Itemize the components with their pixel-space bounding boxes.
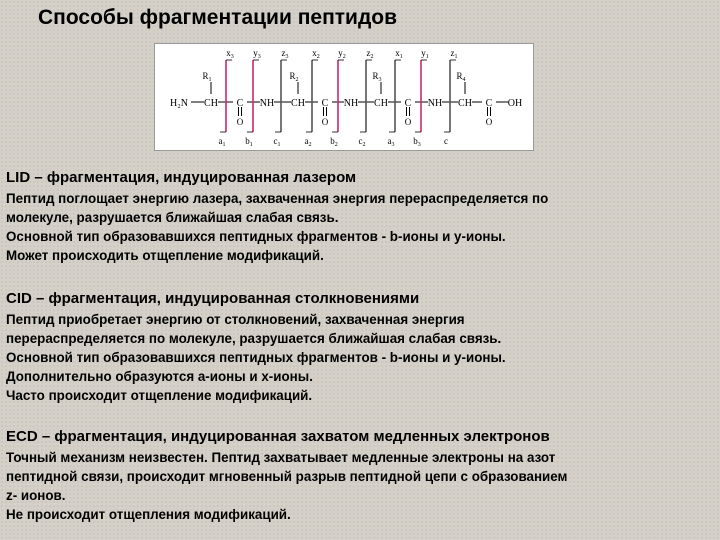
top-fragment-label: $x_1$: [395, 48, 403, 60]
section-line: Может происходить отщепление модификаций.: [6, 248, 324, 263]
alpha-carbon-label: CH: [458, 98, 472, 109]
section-line: Не происходит отщепления модификаций.: [6, 507, 291, 522]
section-lid: [6, 169, 706, 265]
section-heading: LID – фрагментация, индуцированная лазером: [6, 169, 357, 186]
peptide-fragmentation-diagram: [155, 44, 533, 150]
carbonyl-oxygen-label: O: [321, 117, 329, 127]
amide-nh-label: NH: [259, 98, 275, 109]
section-line: Часто происходит отщепление модификаций.: [6, 388, 313, 403]
alpha-carbon-label: CH: [204, 98, 218, 109]
section-line: Дополнительно образуются a-ионы и x-ионы.: [6, 369, 313, 384]
section-line: молекуле, разрушается ближайшая слабая связь.: [6, 210, 339, 225]
top-fragment-label: $y_3$: [253, 48, 261, 60]
side-chain-label: $R_1$: [202, 71, 212, 83]
alpha-carbon-label: CH: [291, 98, 305, 109]
c-terminus-oh-label: OH: [507, 98, 523, 109]
top-fragment-label: $x_3$: [226, 48, 234, 60]
section-line: Основной тип образовавшихся пептидных фрагментов - b-ионы и y-ионы.: [6, 229, 506, 244]
page-title: Способы фрагментации пептидов: [38, 6, 398, 29]
amide-nh-label: NH: [427, 98, 443, 109]
section-line: пептидной связи, происходит мгновенный разрыв пептидной цепи с образованием: [6, 469, 568, 484]
carbonyl-oxygen-label: O: [485, 117, 493, 127]
section-line: Точный механизм неизвестен. Пептид захватывает медленные электроны на азот: [6, 450, 556, 465]
carbonyl-carbon-label: C: [404, 98, 412, 109]
carbonyl-carbon-label: C: [236, 98, 244, 109]
carbonyl-carbon-label: C: [485, 98, 493, 109]
side-chain-label: $R_4$: [456, 71, 466, 83]
bottom-fragment-label: $c_1$: [273, 136, 281, 148]
section-cid: [6, 290, 706, 405]
carbonyl-carbon-label: C: [321, 98, 329, 109]
n-terminus-label: H₂N: [170, 98, 188, 109]
top-fragment-label: $y_1$: [421, 48, 429, 60]
section-line: Пептид приобретает энергию от столкновений, захваченная энергия: [6, 312, 465, 327]
alpha-carbon-label: CH: [374, 98, 388, 109]
bottom-fragment-label: c: [444, 136, 448, 146]
carbonyl-oxygen-label: O: [236, 117, 244, 127]
top-fragment-label: $z_3$: [281, 48, 289, 60]
top-fragment-label: $y_2$: [338, 48, 346, 60]
amide-nh-label: NH: [343, 98, 359, 109]
peptide-fragmentation-figure: [154, 43, 534, 151]
bottom-fragment-label: $c_2$: [358, 136, 366, 148]
section-line: перераспределяется по молекуле, разрушается ближайшая слабая связь.: [6, 331, 502, 346]
bottom-fragment-label: $a_3$: [387, 136, 395, 148]
carbonyl-oxygen-label: O: [404, 117, 412, 127]
top-fragment-label: $x_2$: [312, 48, 320, 60]
bottom-fragment-label: $b_2$: [330, 136, 338, 148]
section-line: Пептид поглощает энергию лазера, захваченная энергия перераспределяется по: [6, 191, 549, 206]
side-chain-label: $R_3$: [372, 71, 382, 83]
section-heading: CID – фрагментация, индуцированная столкновениями: [6, 290, 420, 307]
bottom-fragment-label: $b_3$: [413, 136, 421, 148]
section-ecd: [6, 428, 706, 524]
section-line: Основной тип образовавшихся пептидных фрагментов - b-ионы и y-ионы.: [6, 350, 506, 365]
top-fragment-label: $z_1$: [450, 48, 458, 60]
bottom-fragment-label: $b_1$: [245, 136, 253, 148]
side-chain-label: $R_2$: [289, 71, 299, 83]
bottom-fragment-label: $a_1$: [218, 136, 226, 148]
section-line: z- ионов.: [6, 488, 66, 503]
bottom-fragment-label: $a_2$: [304, 136, 312, 148]
top-fragment-label: $z_2$: [366, 48, 374, 60]
section-heading: ECD – фрагментация, индуцированная захватом медленных электронов: [6, 428, 550, 445]
